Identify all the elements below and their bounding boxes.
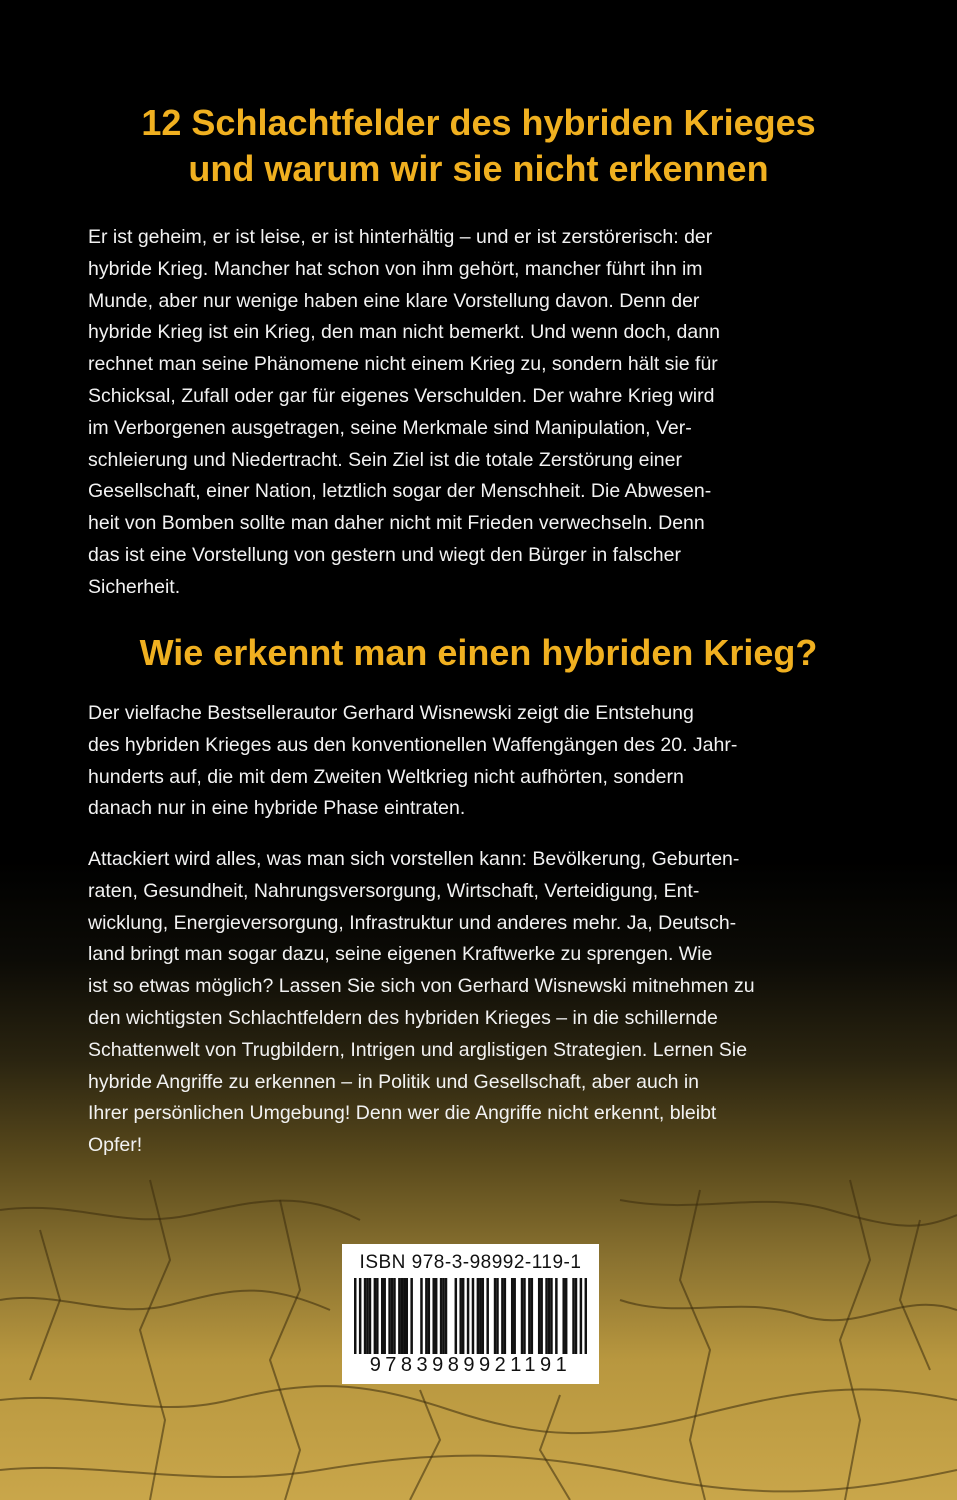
text-line: land bringt man sogar dazu, seine eigenen Kraftwerke zu sprengen. Wie xyxy=(88,943,713,966)
attack-paragraph xyxy=(88,844,878,1162)
barcode-bar xyxy=(486,1278,489,1354)
barcode-bar xyxy=(494,1278,497,1354)
barcode-bar xyxy=(580,1278,583,1354)
barcode-bar xyxy=(442,1278,445,1354)
text-line: Schicksal, Zufall oder gar für eigenes Verschulden. Der wahre Krieg wird xyxy=(88,384,715,407)
barcode-bar xyxy=(435,1278,438,1354)
barcode-bar xyxy=(501,1278,504,1354)
text-line: hybride Angriffe zu erkennen – in Politik und Gesellschaft, aber auch in xyxy=(88,1070,700,1093)
main-heading-line-2: und warum wir sie nicht erkennen xyxy=(188,148,769,189)
barcode-bar xyxy=(432,1278,435,1354)
isbn-label: ISBN 978-3-98992-119-1 xyxy=(359,1252,582,1273)
text-line: heit von Bomben sollte man daher nicht mit Frieden verwechseln. Denn xyxy=(88,512,705,535)
text-line: Der vielfache Bestsellerautor Gerhard Wisnewski zeigt die Entstehung xyxy=(88,702,694,724)
barcode-bar xyxy=(540,1278,543,1354)
intro-paragraph xyxy=(88,222,878,604)
barcode-bar xyxy=(585,1278,587,1354)
barcode-bar xyxy=(528,1278,531,1354)
barcode-bar xyxy=(479,1278,482,1354)
barcode-bar xyxy=(359,1278,362,1354)
text-line: rechnet man seine Phänomene nicht einem Krieg zu, sondern hält sie für xyxy=(88,353,718,376)
barcode-bar xyxy=(482,1278,485,1354)
text-line: das ist eine Vorstellung von gestern und wiegt den Bürger in falscher xyxy=(88,543,681,566)
text-line: wicklung, Energieversorgung, Infrastruktur und anderes mehr. Ja, Deutsch- xyxy=(88,911,737,934)
barcode-bar xyxy=(496,1278,499,1354)
text-line: raten, Gesundheit, Nahrungsversorgung, Wirtschaft, Verteidigung, Ent- xyxy=(88,879,700,902)
text-line: danach nur in eine hybride Phase eintraten. xyxy=(88,797,466,820)
barcode-bar xyxy=(575,1278,578,1354)
barcode-bar xyxy=(410,1278,413,1354)
main-heading xyxy=(60,100,897,192)
text-line: im Verborgenen ausgetragen, seine Merkmale sind Manipulation, Ver- xyxy=(88,416,692,439)
barcode-bar xyxy=(550,1278,553,1354)
barcode-bar xyxy=(521,1278,524,1354)
barcode-bar xyxy=(455,1278,458,1354)
barcode-bar xyxy=(445,1278,448,1354)
barcode-bar xyxy=(420,1278,423,1354)
barcode-bar xyxy=(462,1278,465,1354)
barcode-bar xyxy=(376,1278,379,1354)
barcode-bar xyxy=(383,1278,386,1354)
text-line: Schattenwelt von Trugbildern, Intrigen und arglistigen Strategien. Lernen Sie xyxy=(88,1038,748,1061)
text-line: Sicherheit. xyxy=(88,575,181,598)
barcode-bar xyxy=(477,1278,480,1354)
text-line: hybride Krieg. Mancher hat schon von ihm gehört, mancher führt ihn im xyxy=(88,257,703,280)
barcode-bar xyxy=(354,1278,357,1354)
barcode-bar xyxy=(425,1278,428,1354)
text-line: Er ist geheim, er ist leise, er ist hinterhältig – und er ist zerstörerisch: der xyxy=(88,226,713,248)
barcode-bar xyxy=(513,1278,516,1354)
main-heading-line-1: 12 Schlachtfelder des hybriden Krieges xyxy=(141,102,816,143)
barcode-bar xyxy=(369,1278,372,1354)
barcode-bar xyxy=(388,1278,391,1354)
barcode-bar xyxy=(531,1278,534,1354)
barcode-bar xyxy=(572,1278,575,1354)
text-line: Ihrer persönlichen Umgebung! Denn wer die Angriffe nicht erkennt, bleibt xyxy=(88,1102,717,1125)
barcode-bar xyxy=(545,1278,548,1354)
barcode-bar xyxy=(538,1278,541,1354)
text-line: Opfer! xyxy=(88,1134,143,1157)
barcode-bar xyxy=(364,1278,367,1354)
barcode-bar xyxy=(374,1278,377,1354)
barcode-bar xyxy=(459,1278,462,1354)
barcode-icon xyxy=(354,1278,587,1354)
text-line: ist so etwas möglich? Lassen Sie sich von Gerhard Wisnewski mitnehmen zu xyxy=(88,975,755,998)
barcode-bar xyxy=(406,1278,409,1354)
barcode-bar xyxy=(393,1278,396,1354)
barcode-bar xyxy=(401,1278,404,1354)
text-line: schleierung und Niedertracht. Sein Ziel ist die totale Zerstörung einer xyxy=(88,448,682,471)
ean-digits: 9783989921191 xyxy=(369,1354,572,1376)
barcode-bar xyxy=(548,1278,551,1354)
barcode-bar xyxy=(555,1278,558,1354)
barcode-bar xyxy=(428,1278,431,1354)
text-line: den wichtigsten Schlachtfeldern des hybriden Krieges – in die schillernde xyxy=(88,1006,718,1029)
barcode-bar xyxy=(562,1278,565,1354)
sub-heading: Wie erkennt man einen hybriden Krieg? xyxy=(139,632,818,673)
text-line: Munde, aber nur wenige haben eine klare Vorstellung davon. Denn der xyxy=(88,289,700,312)
text-line: hunderts auf, die mit dem Zweiten Weltkrieg nicht aufhörten, sondern xyxy=(88,765,684,788)
author-paragraph xyxy=(88,698,878,825)
barcode-bar xyxy=(523,1278,526,1354)
barcode-bar xyxy=(511,1278,513,1354)
barcode-bar xyxy=(391,1278,394,1354)
text-line: des hybriden Krieges aus den konventionellen Waffengängen des 20. Jahr- xyxy=(88,733,738,756)
barcode-bar xyxy=(366,1278,369,1354)
barcode-bar xyxy=(381,1278,384,1354)
barcode-bar xyxy=(467,1278,470,1354)
barcode-bar xyxy=(403,1278,406,1354)
barcode-bar xyxy=(440,1278,443,1354)
barcode-box xyxy=(342,1244,599,1384)
barcode-bar xyxy=(504,1278,507,1354)
text-line: Gesellschaft, einer Nation, letztlich sogar der Menschheit. Die Abwesen- xyxy=(88,480,712,503)
barcode-bar xyxy=(565,1278,568,1354)
barcode-bar xyxy=(398,1278,401,1354)
text-line: hybride Krieg ist ein Krieg, den man nicht bemerkt. Und wenn doch, dann xyxy=(88,321,720,344)
barcode-bar xyxy=(472,1278,475,1354)
text-line: Attackiert wird alles, was man sich vorstellen kann: Bevölkerung, Geburten- xyxy=(88,848,740,870)
